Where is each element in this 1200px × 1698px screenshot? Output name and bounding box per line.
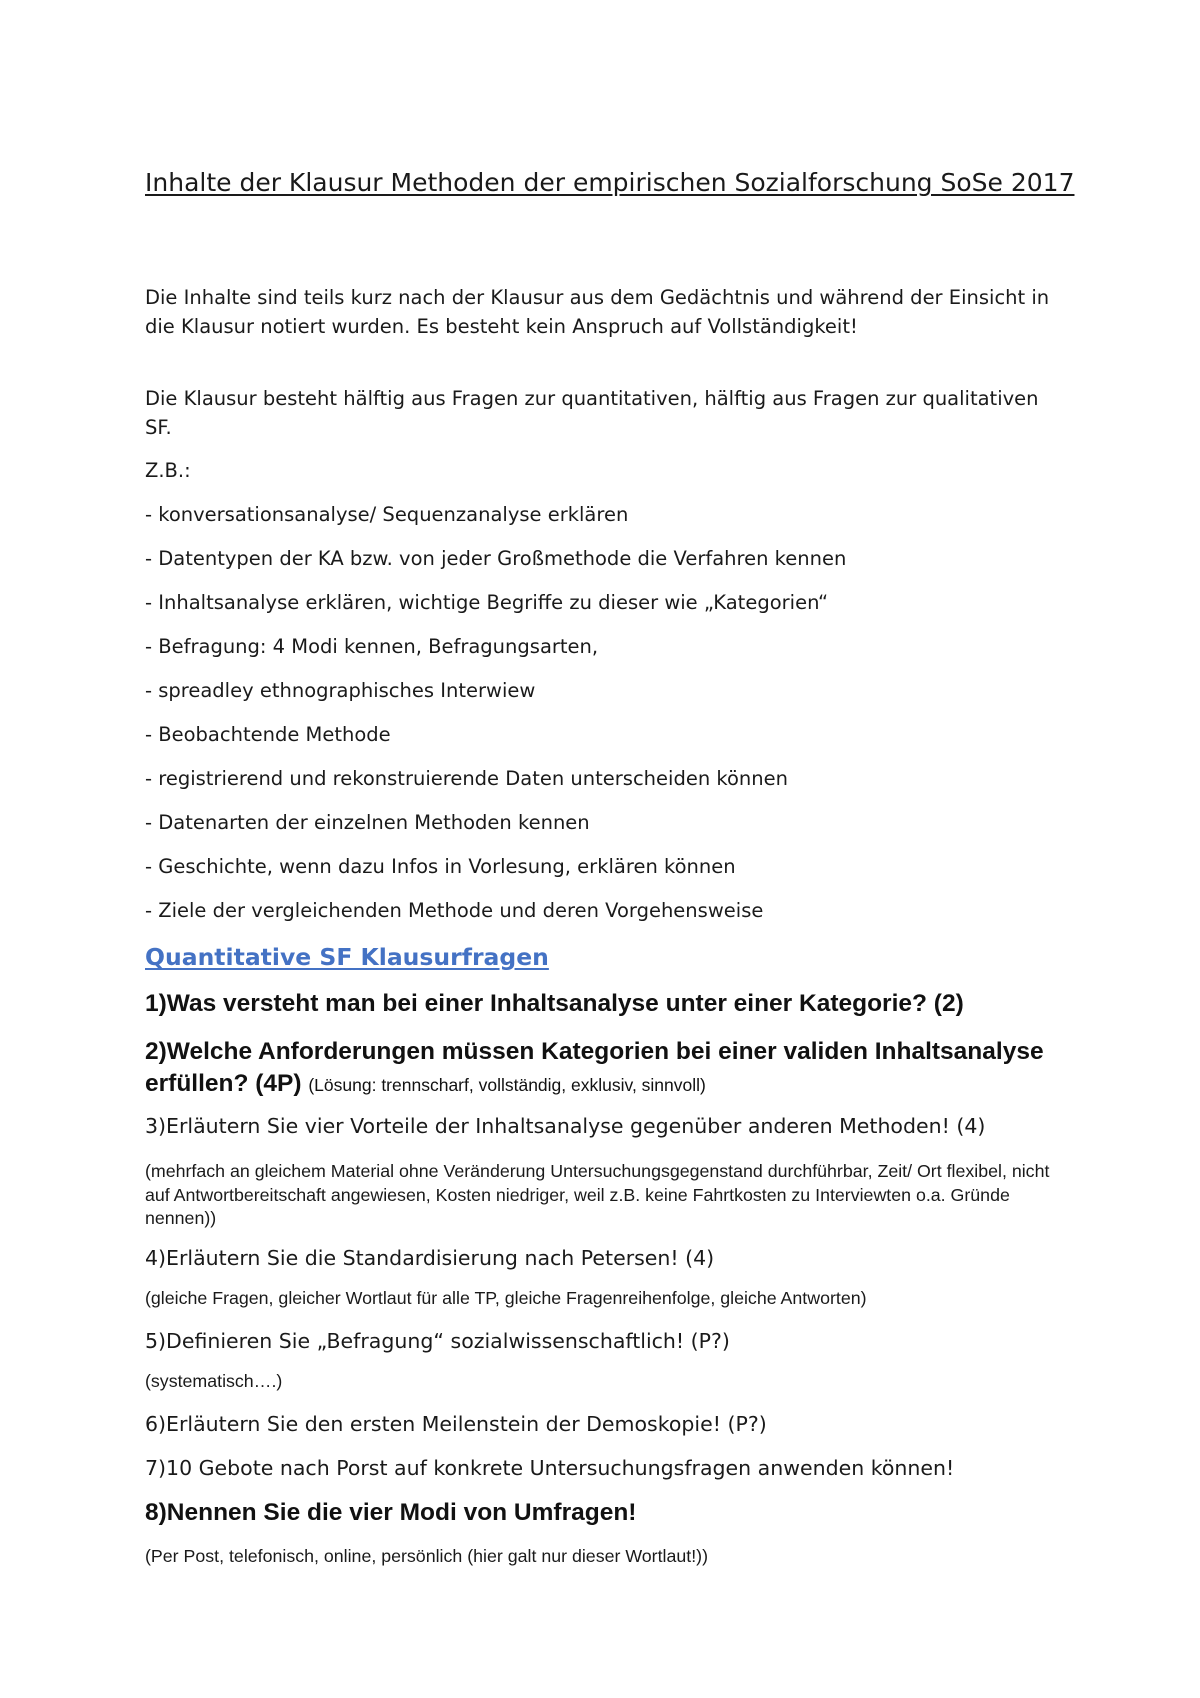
- intro-paragraph-exam-structure: Die Klausur besteht hälftig aus Fragen zur quantitativen, hälftig aus Fragen zur qualitativen SF.: [145, 387, 1039, 439]
- question-2-text: 2)Welche Anforderungen müssen Kategorien bei einer validen Inhaltsanalyse erfüllen? (4P): [145, 1038, 1044, 1097]
- section-heading-quantitative: Quantitative SF Klausurfragen: [145, 943, 549, 971]
- list-item: - registrierend und rekonstruierende Daten unterscheiden können: [145, 767, 788, 790]
- question-2: [145, 1036, 1075, 1101]
- question-6: 6)Erläutern Sie den ersten Meilenstein der Demoskopie! (P?): [145, 1412, 767, 1436]
- list-item: - Datentypen der KA bzw. von jeder Großmethode die Verfahren kennen: [145, 547, 847, 570]
- question-4: 4)Erläutern Sie die Standardisierung nach Petersen! (4): [145, 1246, 715, 1270]
- question-1: 1)Was versteht man bei einer Inhaltsanalyse unter einer Kategorie? (2): [145, 990, 964, 1017]
- question-8: 8)Nennen Sie die vier Modi von Umfragen!: [145, 1499, 637, 1526]
- list-item: - konversationsanalyse/ Sequenzanalyse erklären: [145, 503, 629, 526]
- question-2-answer: (Lösung: trennscharf, vollständig, exklusiv, sinnvoll): [308, 1075, 706, 1095]
- question-5-answer: (systematisch….): [145, 1371, 283, 1391]
- question-3: 3)Erläutern Sie vier Vorteile der Inhaltsanalyse gegenüber anderen Methoden! (4): [145, 1114, 986, 1138]
- question-7: 7)10 Gebote nach Porst auf konkrete Untersuchungsfragen anwenden können!: [145, 1456, 955, 1480]
- list-item: - Ziele der vergleichenden Methode und deren Vorgehensweise: [145, 899, 764, 922]
- list-item: - Inhaltsanalyse erklären, wichtige Begriffe zu dieser wie „Kategorien“: [145, 591, 829, 614]
- list-item: - Beobachtende Methode: [145, 723, 391, 746]
- list-item: - Befragung: 4 Modi kennen, Befragungsarten,: [145, 635, 599, 658]
- list-item: - Geschichte, wenn dazu Infos in Vorlesung, erklären können: [145, 855, 736, 878]
- list-item: - Datenarten der einzelnen Methoden kennen: [145, 811, 590, 834]
- question-5: 5)Definieren Sie „Befragung“ sozialwissenschaftlich! (P?): [145, 1329, 730, 1353]
- question-3-answer: (mehrfach an gleichem Material ohne Veränderung Untersuchungsgegenstand durchführbar, Zeit/ Ort flexibel, nicht auf Antwortbereitschaft angewiesen, Kosten niedriger, weil z.B. keine Fahrtkosten zu Interviewten o.a. Gründe nennen)): [145, 1161, 1050, 1228]
- list-item: - spreadley ethnographisches Interwiew: [145, 679, 536, 702]
- example-label: Z.B.:: [145, 459, 191, 482]
- question-8-answer: (Per Post, telefonisch, online, persönlich (hier galt nur dieser Wortlaut!)): [145, 1546, 709, 1566]
- question-4-answer: (gleiche Fragen, gleicher Wortlaut für alle TP, gleiche Fragenreihenfolge, gleiche Antworten): [145, 1288, 867, 1308]
- intro-paragraph: Die Inhalte sind teils kurz nach der Klausur aus dem Gedächtnis und während der Einsicht in die Klausur notiert wurden. Es besteht kein Anspruch auf Vollständigkeit!: [145, 286, 1050, 338]
- document-title: Inhalte der Klausur Methoden der empirischen Sozialforschung SoSe 2017: [145, 168, 1075, 197]
